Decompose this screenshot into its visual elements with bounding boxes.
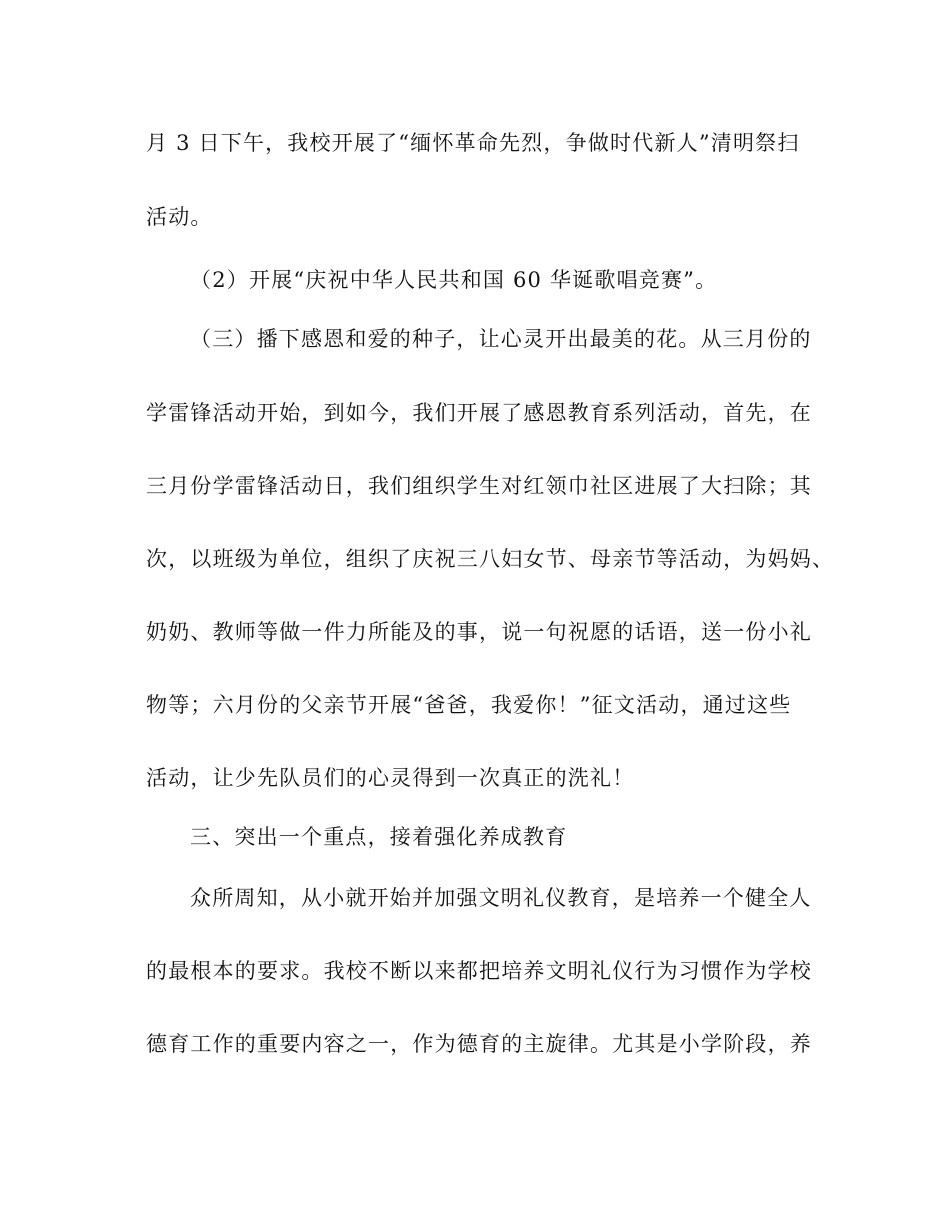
paragraph-line: （2）开展“庆祝中华人民共和国 60 华诞歌唱竞赛”。 (190, 268, 718, 292)
section-heading: 三、突出一个重点，接着强化养成教育 (190, 825, 568, 849)
paragraph-line: 学雷锋活动开始，到如今，我们开展了感恩教育系列活动，首先，在 (146, 401, 812, 425)
paragraph-line: 物等；六月份的父亲节开展“爸爸，我爱你！”征文活动，通过这些 (146, 693, 792, 717)
paragraph-line: 次，以班级为单位，组织了庆祝三八妇女节、母亲节等活动，为妈妈、 (146, 547, 835, 571)
paragraph-line: 奶奶、教师等做一件力所能及的事，说一句祝愿的话语，送一份小礼 (146, 620, 812, 644)
paragraph-line: 活动。 (146, 205, 213, 229)
paragraph-line: 德育工作的重要内容之一，作为德育的主旋律。尤其是小学阶段，养 (146, 1032, 812, 1056)
paragraph-line: 的最根本的要求。我校不断以来都把培养文明礼仪行为习惯作为学校 (146, 959, 812, 983)
paragraph-line: 月 3 日下午，我校开展了“缅怀革命先烈，争做时代新人”清明祭扫 (146, 131, 800, 155)
paragraph-line: 众所周知，从小就开始并加强文明礼仪教育，是培养一个健全人 (190, 886, 812, 910)
paragraph-line: （三）播下感恩和爱的种子，让心灵开出最美的花。从三月份的 (190, 327, 812, 351)
paragraph-line: 三月份学雷锋活动日，我们组织学生对红领巾社区进展了大扫除；其 (146, 474, 812, 498)
paragraph-line: 活动，让少先队员们的心灵得到一次真正的洗礼！ (146, 766, 635, 790)
